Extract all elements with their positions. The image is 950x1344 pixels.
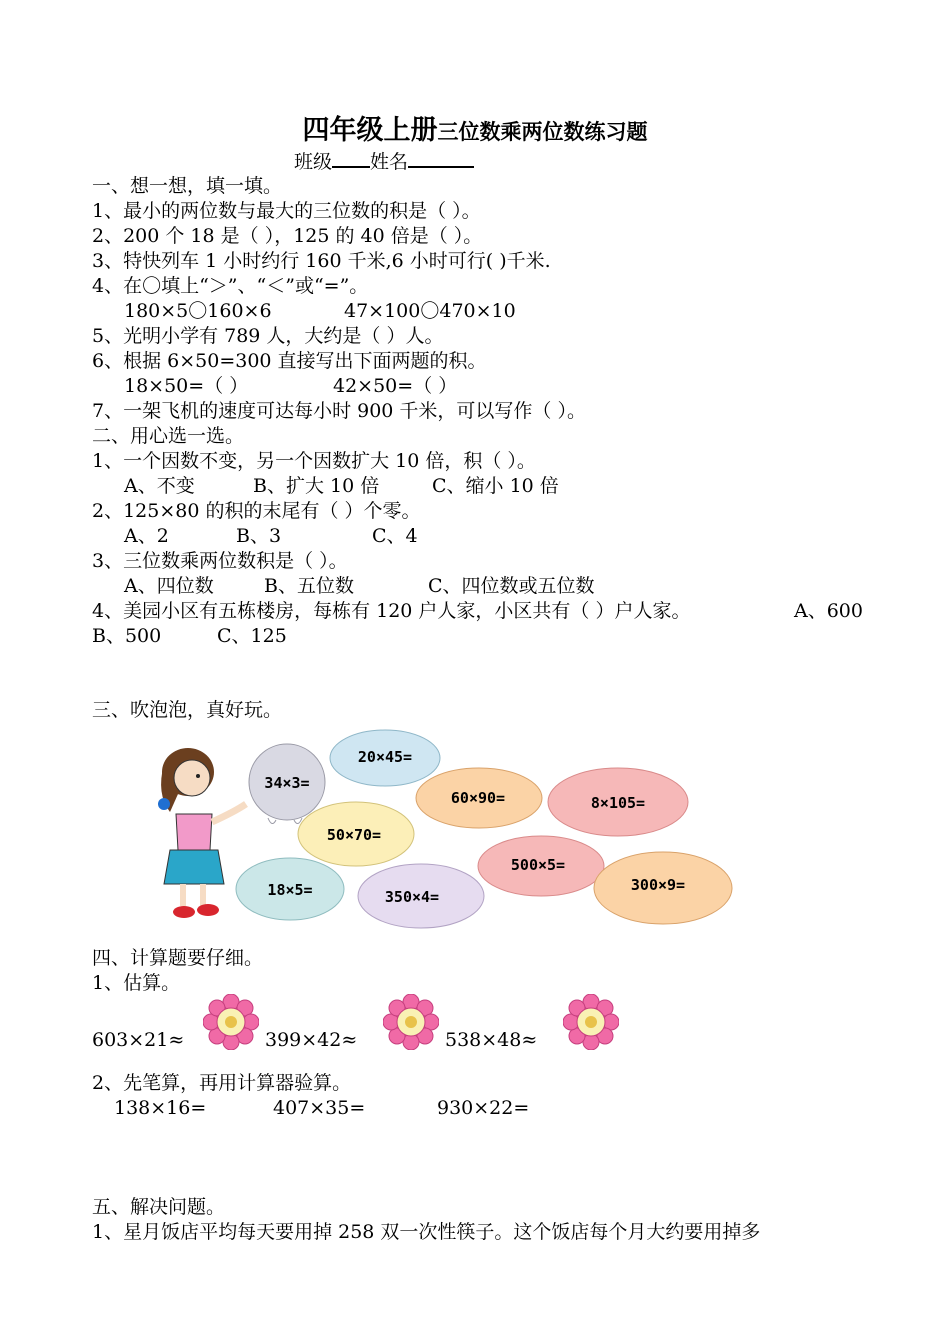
name-label: 姓名	[370, 151, 409, 173]
bubble-8x105-label: 8×105=	[590, 794, 646, 812]
s2-q2: 2、125×80 的积的末尾有（ ）个零。	[92, 500, 421, 522]
s1-q6-b: 42×50=（ ）	[333, 375, 458, 397]
s2-q1: 1、一个因数不变，另一个因数扩大 10 倍，积（ ）。	[92, 450, 536, 472]
bubble-350x4	[356, 862, 486, 930]
s4-sub2: 2、先笔算，再用计算器验算。	[92, 1072, 352, 1094]
s1-q4-b: 47×100〇470×10	[344, 300, 516, 322]
calc-3: 930×22=	[437, 1097, 530, 1119]
s1-q4-a: 180×5〇160×6	[124, 300, 272, 322]
title-part2: 三位数乘两位数练习题	[437, 119, 648, 144]
bubble-20x45-label: 20×45=	[357, 748, 413, 766]
calc-2: 407×35=	[273, 1097, 366, 1119]
estimate-2: 399×42≈	[265, 1029, 358, 1051]
name-blank	[408, 148, 474, 168]
flower-icon	[383, 994, 439, 1050]
section2-heading: 二、用心选一选。	[92, 425, 245, 447]
s2-q3-option-b: B、五位数	[264, 575, 354, 597]
class-blank	[332, 148, 370, 168]
section5-heading: 五、解决问题。	[92, 1196, 226, 1218]
bubble-34x3-label: 34×3=	[264, 774, 310, 792]
bubble-500x5-label: 500×5=	[510, 856, 566, 874]
s2-q1-option-c: C、缩小 10 倍	[432, 475, 559, 497]
s2-q3: 3、三位数乘两位数积是（ ）。	[92, 550, 348, 572]
s2-q4-option-a: A、600	[794, 600, 863, 622]
bubble-300x9-label: 300×9=	[630, 876, 686, 894]
s2-q1-option-b: B、扩大 10 倍	[253, 475, 380, 497]
s5-q1: 1、星月饭店平均每天要用掉 258 双一次性筷子。这个饭店每个月大约要用掉多	[92, 1221, 761, 1243]
girl-blowing-bubbles-picture	[158, 748, 246, 918]
s1-q4: 4、在〇填上“＞”、“＜”或“=”。	[92, 275, 369, 297]
bubble-18x5-label: 18×5=	[267, 881, 313, 899]
s1-q3: 3、特快列车 1 小时约行 160 千米,6 小时可行( )千米.	[92, 250, 551, 272]
bubble-60x90-label: 60×90=	[450, 789, 506, 807]
s2-q4: 4、美园小区有五栋楼房，每栋有 120 户人家，小区共有（ ）户人家。	[92, 600, 691, 622]
bubble-300x9	[592, 850, 734, 926]
page-title	[0, 108, 950, 147]
s2-q4-option-b: B、500	[92, 625, 162, 647]
estimate-1: 603×21≈	[92, 1029, 185, 1051]
section4-heading: 四、计算题要仔细。	[92, 947, 264, 969]
s1-q1: 1、最小的两位数与最大的三位数的积是（ ）。	[92, 200, 481, 222]
class-name-line	[294, 148, 474, 174]
s2-q4-option-c: C、125	[217, 625, 287, 647]
s2-q1-option-a: A、不变	[124, 475, 195, 497]
flower-icon	[563, 994, 619, 1050]
bubble-8x105	[546, 766, 690, 838]
section3-heading: 三、吹泡泡，真好玩。	[92, 699, 283, 721]
s2-q3-option-c: C、四位数或五位数	[428, 575, 595, 597]
bubble-500x5	[476, 834, 606, 898]
s2-q2-option-c: C、4	[372, 525, 418, 547]
s1-q5: 5、光明小学有 789 人，大约是（ ）人。	[92, 325, 444, 347]
bubble-350x4-label: 350×4=	[384, 888, 440, 906]
s1-q6: 6、根据 6×50=300 直接写出下面两题的积。	[92, 350, 487, 372]
s2-q2-option-b: B、3	[236, 525, 282, 547]
s2-q3-option-a: A、四位数	[124, 575, 214, 597]
flower-icon	[203, 994, 259, 1050]
s4-sub1: 1、估算。	[92, 972, 181, 994]
s2-q2-option-a: A、2	[124, 525, 169, 547]
section1-heading: 一、想一想，填一填。	[92, 175, 283, 197]
class-label: 班级	[294, 151, 333, 173]
s1-q7: 7、一架飞机的速度可达每小时 900 千米，可以写作（ ）。	[92, 400, 586, 422]
s1-q6-a: 18×50=（ ）	[124, 375, 249, 397]
estimate-3: 538×48≈	[445, 1029, 538, 1051]
calc-1: 138×16=	[114, 1097, 207, 1119]
bubble-18x5	[234, 856, 346, 922]
bubble-50x70-label: 50×70=	[326, 826, 382, 844]
bubble-60x90	[414, 766, 544, 830]
title-part1: 四年级上册	[302, 115, 438, 146]
s1-q2: 2、200 个 18 是（ ），125 的 40 倍是（ ）。	[92, 225, 483, 247]
